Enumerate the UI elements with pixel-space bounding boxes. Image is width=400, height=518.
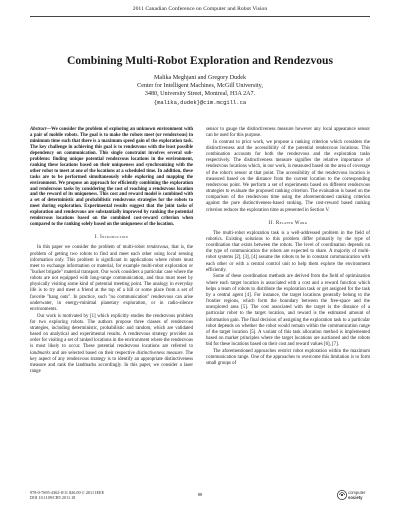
- intro-p2-text-b: and are selected based on their respective: [50, 350, 137, 356]
- intro-p2-emphasis-1: landmarks: [30, 350, 51, 356]
- related-paragraph-3: The aforementioned approaches restrict robot exploration within the maximum communication range. One of the approaches to overcome this limitation is to form small groups of: [206, 348, 370, 367]
- intro-p1-emphasis: rendezvous: [146, 245, 169, 251]
- logo-text-bottom: society: [348, 495, 363, 500]
- intro-p2-text-c: . The key aspect of any rendezvous strategy is to identify an appropriate distinctiveness measure and rank the landmarks accordingly. In this paper, we consider a laser range: [30, 350, 193, 374]
- conference-header: 2011 Canadian Conference on Computer and Robot Vision: [132, 6, 268, 12]
- related-paragraph-2: Some of these coordination methods are derived from the field of optimization where each target location is associated with a cost and a reward function which helps a team of robots to distribute the exploration task or get assigned for the task by a central agent [4]. For instance, the target locations generally belong to the frontier regions, which form the boundary between the free-space and the unexplored area [5]. The cost associated with the target is the distance of a particular robot to the target location, and reward is the estimated amount of information gain. The final decision of assigning the exploration task to a particular robot depends on whether the robot would remain within the communication range of the target location [5]. A variant of this task allocation method is implemented based on market principles where the target locations are auctioned and the robots bid for these locations based on their cost and reward values [6], [7].: [206, 274, 370, 348]
- right-paragraph-2: In contrast to prior work, we propose a ranking criterion which considers the distinctiveness and the accessibility of the potential rendezvous locations. This combination accounts for both the rendezvous and the exploration tasks respectively. The distinctiveness measure signifies the relative importance of rendezvous locations which, in our work, is measured based on the area of coverage of the robot's sensor at that point. The accessibility of the rendezvous location is measured based on the distance from the current location to the corresponding rendezvous point. We perform a set of experiments based on different rendezvous strategies to evaluate the proposed ranking criterion. The evaluation is based on the comparison of the rendezvous time using the aforementioned ranking criterion against the pure distinctiveness-based ranking. The cost-reward based ranking criterion reduces the exploration time as presented in Section V.: [206, 139, 370, 213]
- abstract-text: —We consider the problem of exploring an unknown environment with a pair of mobile robots. The goal is to make the robots meet (or rendezvous) in minimum time such that there is a maximum speed gain of the exploration task. The key challenge in achieving this goal is to rendezvous with the least possible dependency on communication. This single constraint involves several sub-problems: finding unique potential rendezvous locations in the environment, ranking these locations based on their uniqueness and synchronizing with the other robot to meet at one of the locations at a scheduled time. In addition, these tasks are to be performed simultaneously while exploring and mapping the environment. We propose an approach for efficiently combining the exploration and rendezvous tasks by considering the cost of reaching a rendezvous location and the reward of its uniqueness. This cost and reward model is combined with a set of deterministic and probabilistic rendezvous strategies for the robots to meet during exploration. Experimental results suggest that the joint tasks of exploration and rendezvous are substantially improved by ranking the potential rendezvous locations based on the combined cost-reward criterion when compared to the ranking solely based on the uniqueness of the location.: [30, 127, 193, 228]
- author-names: Malika Meghjani and Gregory Dudek: [153, 75, 247, 81]
- page-number: 88: [197, 492, 203, 497]
- section-heading-introduction: I. Introduction: [94, 235, 129, 241]
- intro-p1-text-b: , that is, the problem of getting two robots to find and meet each other using local sensing information only. This problem is significant in applications where robots must meet to exchange information or material, for example multi-robot exploration or "bucket brigade" material transport. Our work considers a particular case where the robots are not equipped with long-range communication, and thus must meet by physically visiting some kind of potential meeting point. The analogy in everyday life is to try and meet a friend at the top of a hill or some place from a set of favorite "hang outs". In practice, such "no communication" rendezvous can arise underwater, in energy-minimal planetary exploration, or in radio-silence environments.: [30, 245, 193, 312]
- author-emails: {malika,dudek}@cim.mcgill.ca: [153, 98, 247, 106]
- right-column: [206, 127, 370, 367]
- footer-doi: DOI 10.1109/CRV.2011.18: [30, 495, 76, 501]
- address: 3480, University Street, Montreal, H3A 2A7.: [144, 90, 256, 97]
- intro-p1-text-a: In this paper we consider the problem of multi-robot: [37, 245, 147, 251]
- intro-paragraph-1: [30, 245, 193, 313]
- author-block: [0, 75, 400, 107]
- affiliation: Center for Intelligent Machines, McGill University,: [137, 82, 263, 89]
- abstract-label: Abstract: [30, 127, 47, 132]
- left-column: [30, 127, 193, 375]
- paper-title: Combining Multi-Robot Exploration and Rendezvous: [66, 54, 334, 67]
- related-paragraph-1: The multi-robot exploration task is a well-addressed problem in the field of robotics. Existing solutions to this problem differ primarily by the type of coordination that exists between the robots. The level of coordination depends on the type of communication the robots are expected to share. A majority of multi-robot systems [2], [3], [4] assume the robots to be in constant communication with each other or with a central control unit to help them explore the environment efficiently.: [206, 230, 370, 273]
- right-paragraph-1: sensor to gauge the distinctiveness measure however any local appearance sensor can be used for this purpose.: [206, 127, 370, 139]
- header-rule: [30, 16, 370, 17]
- intro-p2-text-a: Our work is motivated by [1] which explicitly studies the rendezvous problem for two exploring robots. The authors propose three classes of rendezvous strategies, including deterministic, probabilistic and random, which are validated based on analytical and experimental results. A rendezvous strategy provides an order for visiting a set of ranked locations in the environment where the rendezvous is most likely to occur. These potential rendezvous locations are referred to: [30, 313, 193, 350]
- abstract: [30, 127, 193, 228]
- logo-text-top: computer: [348, 490, 366, 495]
- section-heading-related-work: II. Related Work: [268, 220, 308, 226]
- computer-society-logo: [337, 488, 371, 502]
- intro-p2-emphasis-2: distinctiveness measure: [136, 350, 183, 356]
- footer-isbn: 978-0-7695-4362-8/11 $26.00 © 2011 IEEE: [30, 490, 105, 495]
- intro-paragraph-2: [30, 314, 193, 376]
